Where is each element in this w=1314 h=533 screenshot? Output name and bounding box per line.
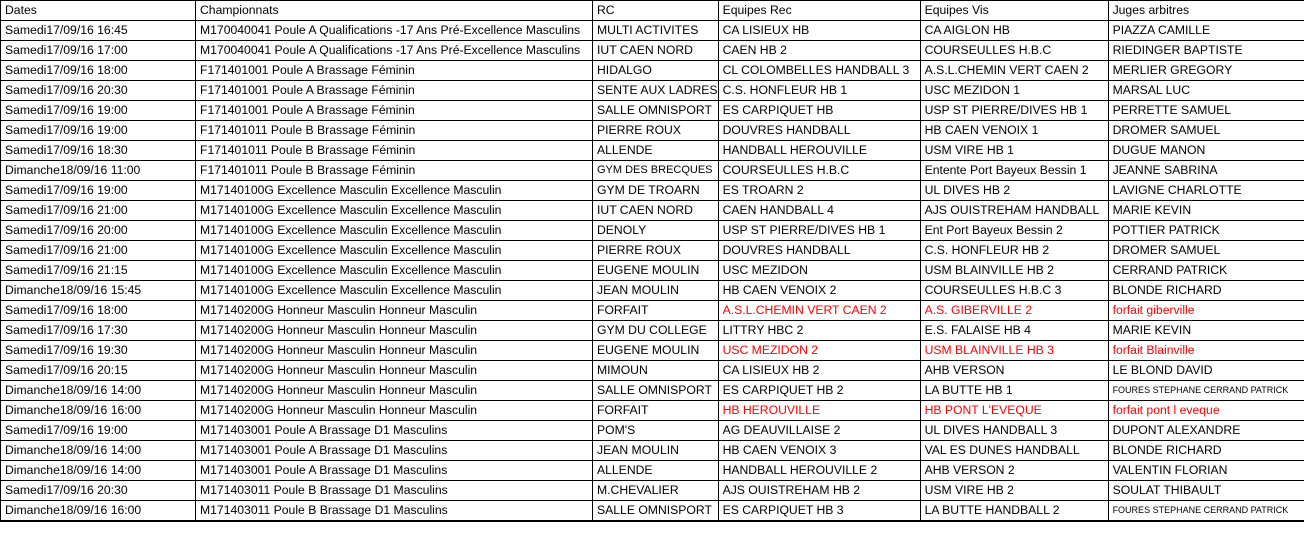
cell-juge-arbitre[interactable]: VALENTIN FLORIAN bbox=[1108, 461, 1310, 481]
cell-juge-arbitre[interactable]: LAVIGNE CHARLOTTE bbox=[1108, 181, 1310, 201]
cell-equipe-vis[interactable]: HB CAEN VENOIX 1 bbox=[920, 121, 1108, 141]
table-row bbox=[1, 121, 1311, 141]
cell-equipe-vis[interactable]: E.S. FALAISE HB 4 bbox=[920, 321, 1108, 341]
cell-rc[interactable]: SALLE OMNISPORT bbox=[593, 501, 719, 522]
cell-championnat[interactable]: F171401011 Poule B Brassage Féminin bbox=[196, 121, 593, 141]
table-row bbox=[1, 361, 1311, 381]
cell-equipe-vis[interactable]: AJS OUISTREHAM HANDBALL bbox=[920, 201, 1108, 221]
cell-championnat[interactable]: M17140100G Excellence Masculin Excellence Masculin bbox=[196, 221, 593, 241]
cell-equipe-vis[interactable]: USM VIRE HB 1 bbox=[920, 141, 1108, 161]
cell-championnat[interactable]: F171401001 Poule A Brassage Féminin bbox=[196, 81, 593, 101]
table-row bbox=[1, 461, 1311, 481]
cell-equipe-rec[interactable]: LITTRY HBC 2 bbox=[718, 321, 920, 341]
cell-juge-arbitre[interactable]: MARIE KEVIN bbox=[1108, 201, 1310, 221]
cell-juge-arbitre[interactable]: forfait Blainville bbox=[1108, 341, 1310, 361]
cell-equipe-vis[interactable]: USM VIRE HB 2 bbox=[920, 481, 1108, 501]
table-row bbox=[1, 401, 1311, 421]
cell-rc[interactable]: SENTE AUX LADRES bbox=[593, 81, 719, 101]
cell-date[interactable]: Samedi17/09/16 20:00 bbox=[1, 221, 196, 241]
cell-date[interactable]: Samedi17/09/16 18:30 bbox=[1, 141, 196, 161]
cell-juge-arbitre[interactable]: DROMER SAMUEL bbox=[1108, 121, 1310, 141]
header-juges-arbitres[interactable]: Juges arbitres bbox=[1108, 1, 1310, 21]
cell-date[interactable]: Samedi17/09/16 19:00 bbox=[1, 121, 196, 141]
cell-equipe-rec[interactable]: HB HEROUVILLE bbox=[718, 401, 920, 421]
table-row bbox=[1, 481, 1311, 501]
cell-date[interactable]: Samedi17/09/16 19:30 bbox=[1, 341, 196, 361]
table-row bbox=[1, 301, 1311, 321]
cell-date[interactable]: Samedi17/09/16 17:00 bbox=[1, 41, 196, 61]
cell-juge-arbitre[interactable]: DROMER SAMUEL bbox=[1108, 241, 1310, 261]
cell-juge-arbitre[interactable]: MARIE KEVIN bbox=[1108, 321, 1310, 341]
cell-championnat[interactable]: M17140100G Excellence Masculin Excellence Masculin bbox=[196, 241, 593, 261]
cell-equipe-vis[interactable]: C.S. HONFLEUR HB 2 bbox=[920, 241, 1108, 261]
cell-juge-arbitre[interactable]: DUGUE MANON bbox=[1108, 141, 1310, 161]
cell-equipe-rec[interactable]: CL COLOMBELLES HANDBALL 3 bbox=[718, 61, 920, 81]
cell-juge-arbitre[interactable]: FOURES STEPHANE CERRAND PATRICK bbox=[1108, 501, 1310, 522]
cell-equipe-rec[interactable]: CAEN HANDBALL 4 bbox=[718, 201, 920, 221]
cell-equipe-vis[interactable]: USM BLAINVILLE HB 2 bbox=[920, 261, 1108, 281]
cell-championnat[interactable]: F171401001 Poule A Brassage Féminin bbox=[196, 61, 593, 81]
cell-rc[interactable]: IUT CAEN NORD bbox=[593, 201, 719, 221]
cell-juge-arbitre[interactable]: BLONDE RICHARD bbox=[1108, 281, 1310, 301]
cell-championnat[interactable]: M17140200G Honneur Masculin Honneur Masculin bbox=[196, 341, 593, 361]
table-row bbox=[1, 201, 1311, 221]
cell-equipe-vis[interactable]: USP ST PIERRE/DIVES HB 1 bbox=[920, 101, 1108, 121]
cell-rc[interactable]: ALLENDE bbox=[593, 461, 719, 481]
cell-date[interactable]: Dimanche18/09/16 16:00 bbox=[1, 501, 196, 522]
cell-rc[interactable]: EUGENE MOULIN bbox=[593, 261, 719, 281]
cell-rc[interactable]: PIERRE ROUX bbox=[593, 121, 719, 141]
cell-equipe-vis[interactable]: USC MEZIDON 1 bbox=[920, 81, 1108, 101]
cell-equipe-rec[interactable]: HANDBALL HEROUVILLE 2 bbox=[718, 461, 920, 481]
cell-juge-arbitre[interactable]: forfait pont l eveque bbox=[1108, 401, 1310, 421]
cell-date[interactable]: Dimanche18/09/16 14:00 bbox=[1, 441, 196, 461]
cell-equipe-vis[interactable]: HB PONT L'EVEQUE bbox=[920, 401, 1108, 421]
cell-date[interactable]: Samedi17/09/16 16:45 bbox=[1, 21, 196, 41]
cell-championnat[interactable]: M17140200G Honneur Masculin Honneur Masculin bbox=[196, 301, 593, 321]
cell-equipe-rec[interactable]: DOUVRES HANDBALL bbox=[718, 121, 920, 141]
table-row bbox=[1, 241, 1311, 261]
cell-championnat[interactable]: M17140200G Honneur Masculin Honneur Masculin bbox=[196, 321, 593, 341]
cell-rc[interactable]: M.CHEVALIER bbox=[593, 481, 719, 501]
cell-date[interactable]: Samedi17/09/16 21:00 bbox=[1, 241, 196, 261]
cell-equipe-rec[interactable]: ES CARPIQUET HB 2 bbox=[718, 381, 920, 401]
cell-equipe-rec[interactable]: USC MEZIDON 2 bbox=[718, 341, 920, 361]
cell-rc[interactable]: FORFAIT bbox=[593, 301, 719, 321]
cell-equipe-vis[interactable]: AHB VERSON 2 bbox=[920, 461, 1108, 481]
cell-date[interactable]: Samedi17/09/16 21:15 bbox=[1, 261, 196, 281]
cell-juge-arbitre[interactable]: forfait giberville bbox=[1108, 301, 1310, 321]
cell-date[interactable]: Samedi17/09/16 19:00 bbox=[1, 101, 196, 121]
table-row bbox=[1, 81, 1311, 101]
cell-juge-arbitre[interactable]: PIAZZA CAMILLE bbox=[1108, 21, 1310, 41]
table-row bbox=[1, 441, 1311, 461]
cell-rc[interactable]: IUT CAEN NORD bbox=[593, 41, 719, 61]
cell-equipe-rec[interactable]: HB CAEN VENOIX 3 bbox=[718, 441, 920, 461]
cell-juge-arbitre[interactable]: PERRETTE SAMUEL bbox=[1108, 101, 1310, 121]
cell-juge-arbitre[interactable]: BLONDE RICHARD bbox=[1108, 441, 1310, 461]
cell-championnat[interactable]: M171403001 Poule A Brassage D1 Masculins bbox=[196, 441, 593, 461]
cell-juge-arbitre[interactable]: JEANNE SABRINA bbox=[1108, 161, 1310, 181]
table-row bbox=[1, 261, 1311, 281]
cell-date[interactable]: Samedi17/09/16 19:00 bbox=[1, 181, 196, 201]
header-dates[interactable]: Dates bbox=[1, 1, 196, 21]
cell-equipe-rec[interactable]: A.S.L.CHEMIN VERT CAEN 2 bbox=[718, 301, 920, 321]
cell-championnat[interactable]: M17140100G Excellence Masculin Excellence Masculin bbox=[196, 281, 593, 301]
cell-rc[interactable]: JEAN MOULIN bbox=[593, 441, 719, 461]
cell-equipe-vis[interactable]: Ent Port Bayeux Bessin 2 bbox=[920, 221, 1108, 241]
cell-date[interactable]: Dimanche18/09/16 16:00 bbox=[1, 401, 196, 421]
cell-equipe-vis[interactable]: CA AIGLON HB bbox=[920, 21, 1108, 41]
cell-date[interactable]: Dimanche18/09/16 14:00 bbox=[1, 381, 196, 401]
table-row bbox=[1, 281, 1311, 301]
cell-equipe-rec[interactable]: DOUVRES HANDBALL bbox=[718, 241, 920, 261]
cell-rc[interactable]: JEAN MOULIN bbox=[593, 281, 719, 301]
cell-date[interactable]: Samedi17/09/16 20:30 bbox=[1, 81, 196, 101]
cell-juge-arbitre[interactable]: POTTIER PATRICK bbox=[1108, 221, 1310, 241]
cell-equipe-vis[interactable]: LA BUTTE HANDBALL 2 bbox=[920, 501, 1108, 522]
cell-date[interactable]: Samedi17/09/16 19:00 bbox=[1, 421, 196, 441]
cell-equipe-rec[interactable]: COURSEULLES H.B.C bbox=[718, 161, 920, 181]
sheet-right-edge bbox=[1304, 0, 1314, 533]
cell-rc[interactable]: GYM DES BRECQUES bbox=[593, 161, 719, 181]
cell-championnat[interactable]: F171401011 Poule B Brassage Féminin bbox=[196, 141, 593, 161]
cell-date[interactable]: Dimanche18/09/16 11:00 bbox=[1, 161, 196, 181]
cell-equipe-rec[interactable]: HB CAEN VENOIX 2 bbox=[718, 281, 920, 301]
cell-rc[interactable]: EUGENE MOULIN bbox=[593, 341, 719, 361]
cell-date[interactable]: Samedi17/09/16 20:30 bbox=[1, 481, 196, 501]
table-row bbox=[1, 381, 1311, 401]
cell-rc[interactable]: POM'S bbox=[593, 421, 719, 441]
cell-equipe-vis[interactable]: UL DIVES HB 2 bbox=[920, 181, 1108, 201]
cell-equipe-vis[interactable]: COURSEULLES H.B.C 3 bbox=[920, 281, 1108, 301]
header-equipes-rec[interactable]: Equipes Rec bbox=[718, 1, 920, 21]
table-row bbox=[1, 321, 1311, 341]
cell-juge-arbitre[interactable]: CERRAND PATRICK bbox=[1108, 261, 1310, 281]
cell-juge-arbitre[interactable]: DUPONT ALEXANDRE bbox=[1108, 421, 1310, 441]
cell-championnat[interactable]: M170040041 Poule A Qualifications -17 Ans Pré-Excellence Masculins bbox=[196, 21, 593, 41]
cell-equipe-vis[interactable]: USM BLAINVILLE HB 3 bbox=[920, 341, 1108, 361]
table-row bbox=[1, 221, 1311, 241]
cell-juge-arbitre[interactable]: MARSAL LUC bbox=[1108, 81, 1310, 101]
cell-rc[interactable]: MIMOUN bbox=[593, 361, 719, 381]
cell-date[interactable]: Dimanche18/09/16 14:00 bbox=[1, 461, 196, 481]
cell-equipe-rec[interactable]: C.S. HONFLEUR HB 1 bbox=[718, 81, 920, 101]
cell-rc[interactable]: SALLE OMNISPORT bbox=[593, 101, 719, 121]
table-row bbox=[1, 61, 1311, 81]
cell-date[interactable]: Samedi17/09/16 20:15 bbox=[1, 361, 196, 381]
cell-juge-arbitre[interactable]: FOURES STEPHANE CERRAND PATRICK bbox=[1108, 381, 1310, 401]
cell-equipe-vis[interactable]: UL DIVES HANDBALL 3 bbox=[920, 421, 1108, 441]
cell-equipe-rec[interactable]: ES TROARN 2 bbox=[718, 181, 920, 201]
header-equipes-vis[interactable]: Equipes Vis bbox=[920, 1, 1108, 21]
cell-equipe-vis[interactable]: A.S.L.CHEMIN VERT CAEN 2 bbox=[920, 61, 1108, 81]
cell-equipe-rec[interactable]: ES CARPIQUET HB bbox=[718, 101, 920, 121]
cell-equipe-vis[interactable]: COURSEULLES H.B.C bbox=[920, 41, 1108, 61]
cell-juge-arbitre[interactable]: SOULAT THIBAULT bbox=[1108, 481, 1310, 501]
table-row bbox=[1, 341, 1311, 361]
cell-equipe-vis[interactable]: AHB VERSON bbox=[920, 361, 1108, 381]
cell-championnat[interactable]: F171401011 Poule B Brassage Féminin bbox=[196, 161, 593, 181]
table-row bbox=[1, 181, 1311, 201]
cell-rc[interactable]: FORFAIT bbox=[593, 401, 719, 421]
header-rc[interactable]: RC bbox=[593, 1, 719, 21]
table-row bbox=[1, 421, 1311, 441]
cell-rc[interactable]: DENOLY bbox=[593, 221, 719, 241]
cell-rc[interactable]: ALLENDE bbox=[593, 141, 719, 161]
cell-equipe-vis[interactable]: A.S. GIBERVILLE 2 bbox=[920, 301, 1108, 321]
cell-equipe-rec[interactable]: CA LISIEUX HB bbox=[718, 21, 920, 41]
cell-equipe-rec[interactable]: AG DEAUVILLAISE 2 bbox=[718, 421, 920, 441]
cell-championnat[interactable]: M17140200G Honneur Masculin Honneur Masculin bbox=[196, 381, 593, 401]
cell-rc[interactable]: GYM DU COLLEGE bbox=[593, 321, 719, 341]
cell-date[interactable]: Samedi17/09/16 18:00 bbox=[1, 61, 196, 81]
cell-date[interactable]: Samedi17/09/16 21:00 bbox=[1, 201, 196, 221]
cell-championnat[interactable]: M171403011 Poule B Brassage D1 Masculins bbox=[196, 501, 593, 522]
cell-equipe-vis[interactable]: Entente Port Bayeux Bessin 1 bbox=[920, 161, 1108, 181]
table-row bbox=[1, 501, 1311, 522]
cell-rc[interactable]: HIDALGO bbox=[593, 61, 719, 81]
table-row bbox=[1, 41, 1311, 61]
header-championnats[interactable]: Championnats bbox=[196, 1, 593, 21]
cell-championnat[interactable]: M171403011 Poule B Brassage D1 Masculins bbox=[196, 481, 593, 501]
cell-rc[interactable]: GYM DE TROARN bbox=[593, 181, 719, 201]
cell-equipe-rec[interactable]: ES CARPIQUET HB 3 bbox=[718, 501, 920, 522]
table-row bbox=[1, 141, 1311, 161]
cell-juge-arbitre[interactable]: RIEDINGER BAPTISTE bbox=[1108, 41, 1310, 61]
cell-championnat[interactable]: F171401001 Poule A Brassage Féminin bbox=[196, 101, 593, 121]
cell-championnat[interactable]: M171403001 Poule A Brassage D1 Masculins bbox=[196, 421, 593, 441]
cell-equipe-rec[interactable]: USC MEZIDON bbox=[718, 261, 920, 281]
cell-championnat[interactable]: M171403001 Poule A Brassage D1 Masculins bbox=[196, 461, 593, 481]
cell-equipe-vis[interactable]: LA BUTTE HB 1 bbox=[920, 381, 1108, 401]
cell-equipe-rec[interactable]: HANDBALL HEROUVILLE bbox=[718, 141, 920, 161]
cell-juge-arbitre[interactable]: LE BLOND DAVID bbox=[1108, 361, 1310, 381]
cell-date[interactable]: Samedi17/09/16 18:00 bbox=[1, 301, 196, 321]
cell-championnat[interactable]: M170040041 Poule A Qualifications -17 Ans Pré-Excellence Masculins bbox=[196, 41, 593, 61]
table-row bbox=[1, 21, 1311, 41]
header-row bbox=[1, 1, 1311, 21]
cell-equipe-rec[interactable]: CAEN HB 2 bbox=[718, 41, 920, 61]
cell-rc[interactable]: PIERRE ROUX bbox=[593, 241, 719, 261]
cell-juge-arbitre[interactable]: MERLIER GREGORY bbox=[1108, 61, 1310, 81]
cell-championnat[interactable]: M17140100G Excellence Masculin Excellence Masculin bbox=[196, 181, 593, 201]
cell-championnat[interactable]: M17140100G Excellence Masculin Excellence Masculin bbox=[196, 201, 593, 221]
cell-championnat[interactable]: M17140200G Honneur Masculin Honneur Masculin bbox=[196, 401, 593, 421]
table-row bbox=[1, 161, 1311, 181]
cell-equipe-rec[interactable]: USP ST PIERRE/DIVES HB 1 bbox=[718, 221, 920, 241]
cell-equipe-vis[interactable]: VAL ES DUNES HANDBALL bbox=[920, 441, 1108, 461]
cell-rc[interactable]: MULTI ACTIVITES bbox=[593, 21, 719, 41]
cell-date[interactable]: Dimanche18/09/16 15:45 bbox=[1, 281, 196, 301]
cell-date[interactable]: Samedi17/09/16 17:30 bbox=[1, 321, 196, 341]
cell-equipe-rec[interactable]: AJS OUISTREHAM HB 2 bbox=[718, 481, 920, 501]
cell-championnat[interactable]: M17140200G Honneur Masculin Honneur Masculin bbox=[196, 361, 593, 381]
table-row bbox=[1, 101, 1311, 121]
cell-rc[interactable]: SALLE OMNISPORT bbox=[593, 381, 719, 401]
cell-championnat[interactable]: M17140100G Excellence Masculin Excellence Masculin bbox=[196, 261, 593, 281]
cell-equipe-rec[interactable]: CA LISIEUX HB 2 bbox=[718, 361, 920, 381]
